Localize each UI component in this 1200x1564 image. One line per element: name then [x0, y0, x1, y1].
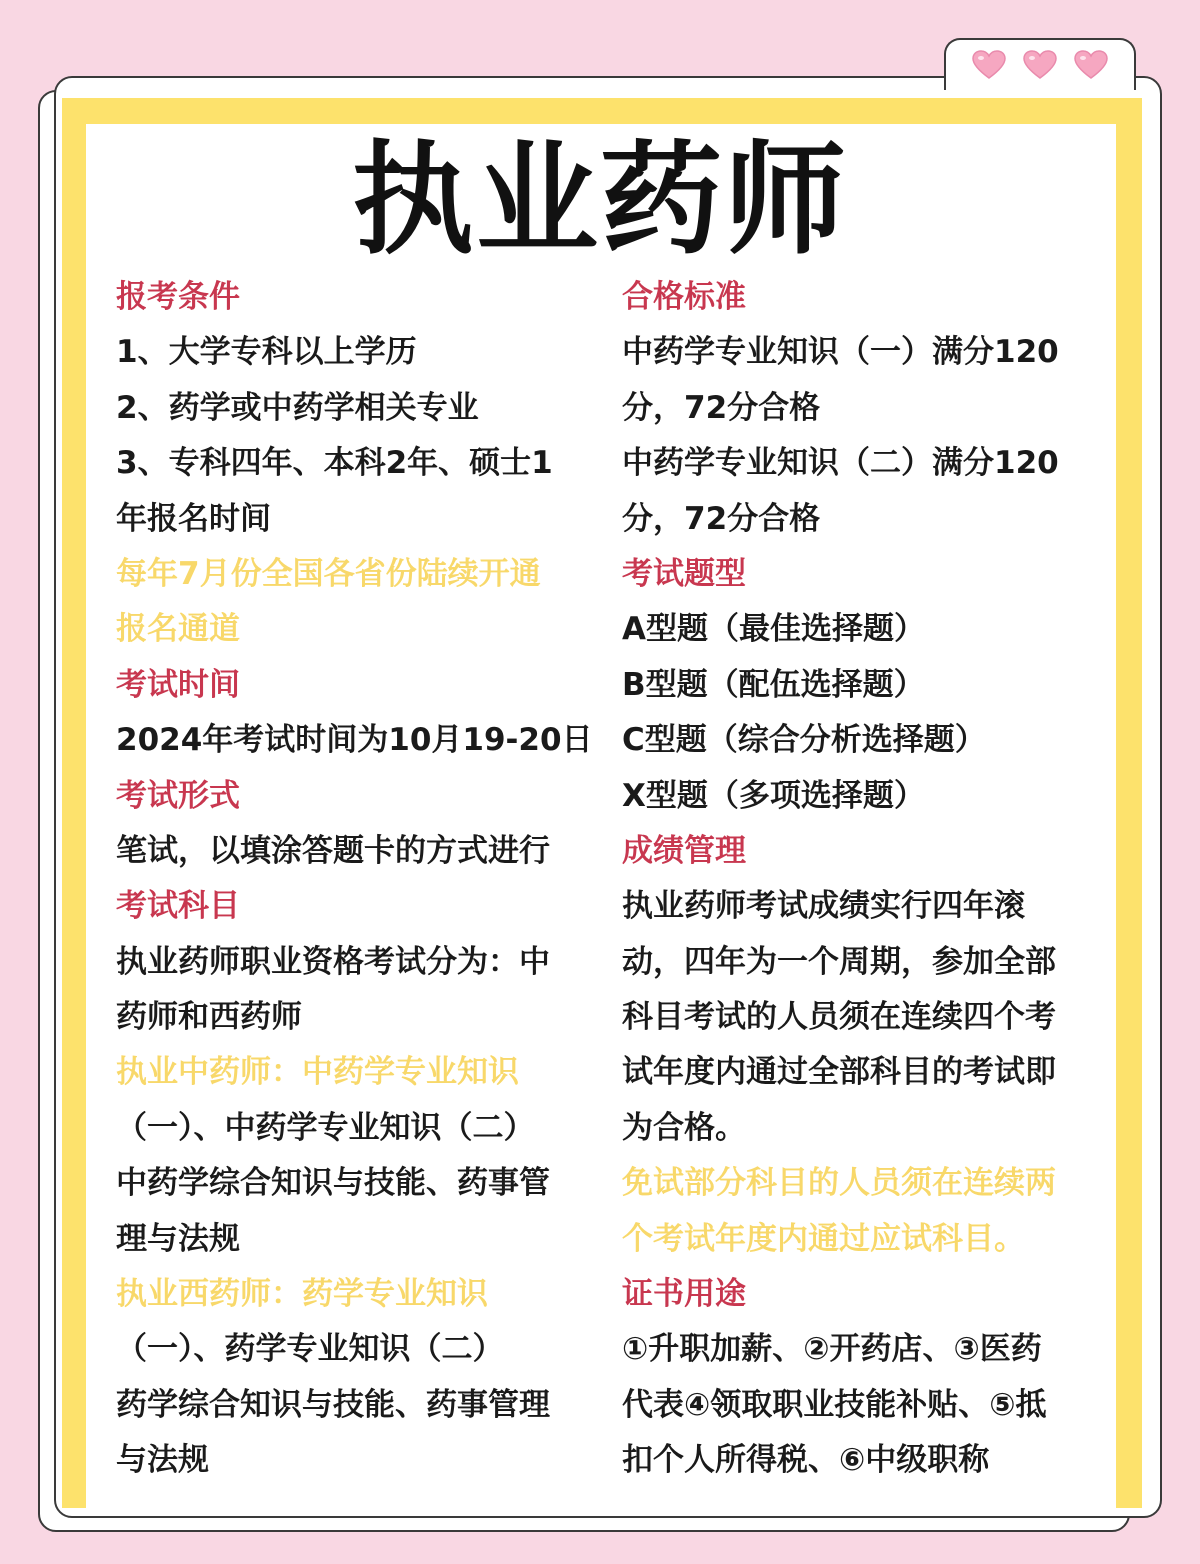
- text-line: （一）、药学专业知识（二）: [116, 1331, 504, 1368]
- right-column: [622, 270, 1100, 1489]
- highlight-text: 执业西药师：药学专业知识: [116, 1276, 488, 1313]
- text-line: 试年度内通过全部科目的考试即: [622, 1054, 1056, 1091]
- text-line: C型题（综合分析选择题）: [622, 722, 986, 759]
- text-line: 年报名时间: [116, 500, 271, 537]
- text-line: 为合格。: [622, 1109, 746, 1146]
- text-line: 与法规: [116, 1442, 209, 1479]
- section-heading-eligibility: 报考条件: [116, 279, 240, 315]
- text-line: 药师和西药师: [116, 999, 302, 1036]
- text-line: 2、药学或中药学相关专业: [116, 389, 479, 426]
- text-line: 理与法规: [116, 1220, 240, 1257]
- highlight-text: 报名通道: [116, 611, 240, 648]
- highlight-text: 免试部分科目的人员须在连续两: [622, 1165, 1056, 1202]
- text-line: 中药学专业知识（二）满分120: [622, 445, 1059, 482]
- text-line: 3、专科四年、本科2年、硕士1: [116, 445, 553, 482]
- section-heading-question-types: 考试题型: [622, 555, 746, 592]
- heart-icon: [1023, 50, 1057, 80]
- text-line: 1、大学专科以上学历: [116, 334, 417, 371]
- highlight-text: 每年7月份全国各省份陆续开通: [116, 555, 541, 592]
- section-heading-passing-standard: 合格标准: [622, 279, 746, 315]
- text-line: B型题（配伍选择题）: [622, 666, 925, 703]
- text-line: 扣个人所得税、⑥中级职称: [622, 1442, 990, 1479]
- text-line: 药学综合知识与技能、药事管理: [116, 1386, 550, 1423]
- text-line: 科目考试的人员须在连续四个考: [622, 999, 1056, 1036]
- section-heading-exam-time: 考试时间: [116, 666, 240, 703]
- text-line: 中药学综合知识与技能、药事管: [116, 1165, 550, 1202]
- text-line: 执业药师考试成绩实行四年滚: [622, 888, 1025, 925]
- section-heading-certificate-uses: 证书用途: [622, 1276, 746, 1313]
- text-line: 中药学专业知识（一）满分120: [622, 334, 1059, 371]
- section-heading-score-management: 成绩管理: [622, 832, 746, 869]
- heart-icon: [1074, 50, 1108, 80]
- text-line: 分，72分合格: [622, 500, 821, 537]
- section-heading-exam-subjects: 考试科目: [116, 888, 240, 925]
- section-heading-exam-format: 考试形式: [116, 777, 240, 814]
- left-column: [116, 270, 596, 1489]
- text-line: 代表④领取职业技能补贴、⑤抵: [622, 1386, 1047, 1423]
- text-line: A型题（最佳选择题）: [622, 611, 925, 648]
- text-line: ①升职加薪、②开药店、③医药: [622, 1331, 1042, 1368]
- text-line: 动，四年为一个周期，参加全部: [622, 943, 1056, 980]
- highlight-text: 执业中药师：中药学专业知识: [116, 1054, 519, 1091]
- text-line: 笔试，以填涂答题卡的方式进行: [116, 832, 550, 869]
- notebook-tab: [944, 38, 1136, 90]
- text-line: （一）、中药学专业知识（二）: [116, 1109, 535, 1146]
- text-line: 执业药师职业资格考试分为：中: [116, 943, 550, 980]
- heart-icon: [972, 50, 1006, 80]
- text-line: 分，72分合格: [622, 389, 821, 426]
- text-line: X型题（多项选择题）: [622, 777, 925, 814]
- page-title: 执业药师: [352, 129, 848, 271]
- highlight-text: 个考试年度内通过应试科目。: [622, 1220, 1025, 1257]
- text-line: 2024年考试时间为10月19-20日: [116, 722, 593, 759]
